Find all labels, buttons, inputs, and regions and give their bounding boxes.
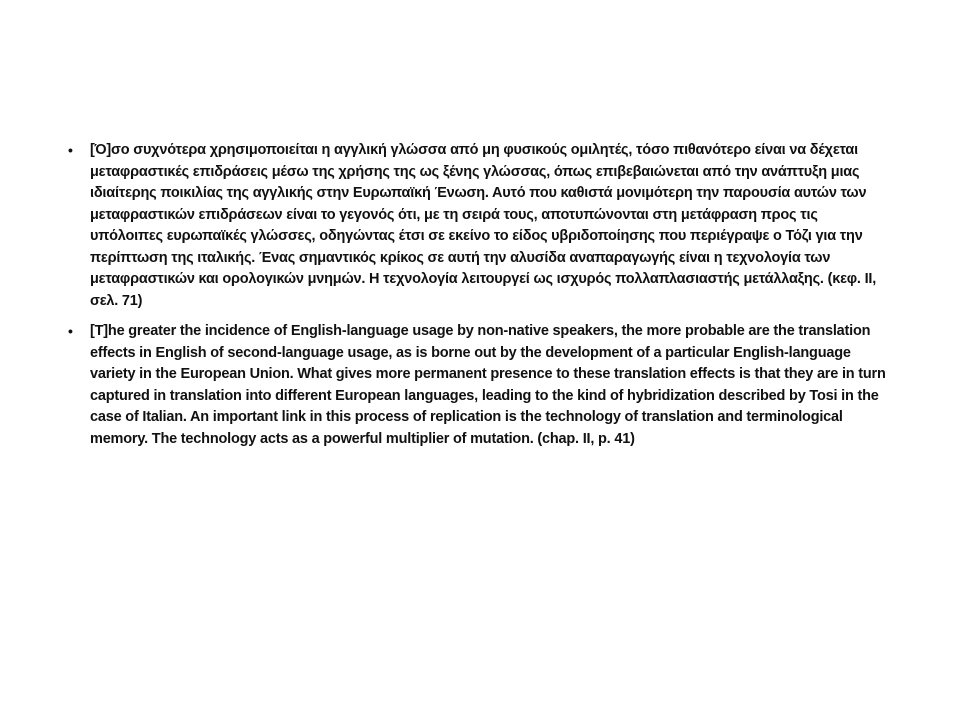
bullet-item-greek-quote [64, 140, 894, 312]
bullet-dot-icon: • [68, 323, 73, 339]
bullet-item-english-quote [64, 321, 894, 450]
english-quote-text: [T]he greater the incidence of English-language usage by non-native speakers, the more probable are the translation effects in English of second-language usage, as is borne out by the development of a particular English-language variety in the European Union. What gives more permanent presence to these translation effects is that they are in turn captured in translation into different European languages, leading to the kind of hybridization described by Tosi in the case of Italian. An important link in this process of replication is the technology of translation and terminological memory. The technology acts as a powerful multiplier of mutation. (chap. II, p. 41) [90, 323, 886, 447]
greek-quote-text: [Ό]σο συχνότερα χρησιμοποιείται η αγγλική γλώσσα από μη φυσικούς ομιλητές, τόσο πιθανότερο είναι να δέχεται μεταφραστικές επιδράσεις μέσω της χρήσης της ως ξένης γλώσσας, όπως επιβεβαιώνεται από την ανάπτυξη μιας ιδιαίτερης ποικιλίας της αγγλικής στην Ευρωπαϊκή Ένωση. Αυτό που καθιστά μονιμότερη την παρουσία αυτών των μεταφραστικών επιδράσεων είναι το γεγονός ότι, με τη σειρά τους, αποτυπώνονται στη μετάφραση προς τις υπόλοιπες ευρωπαϊκές γλώσσες, οδηγώντας έτσι σε εκείνο το είδος υβριδοποίησης που περιέγραψε ο Τόζι για την περίπτωση της ιταλικής. Ένας σημαντικός κρίκος σε αυτή την αλυσίδα αναπαραγωγής είναι η τεχνολογία των μεταφραστικών και ορολογικών μνημών. Η τεχνολογία λειτουργεί ως ισχυρός πολλαπλασιαστής μετάλλαξης. (κεφ. ΙΙ, σελ. 71) [90, 142, 877, 309]
bullet-list [64, 140, 894, 450]
bullet-dot-icon: • [68, 142, 73, 158]
